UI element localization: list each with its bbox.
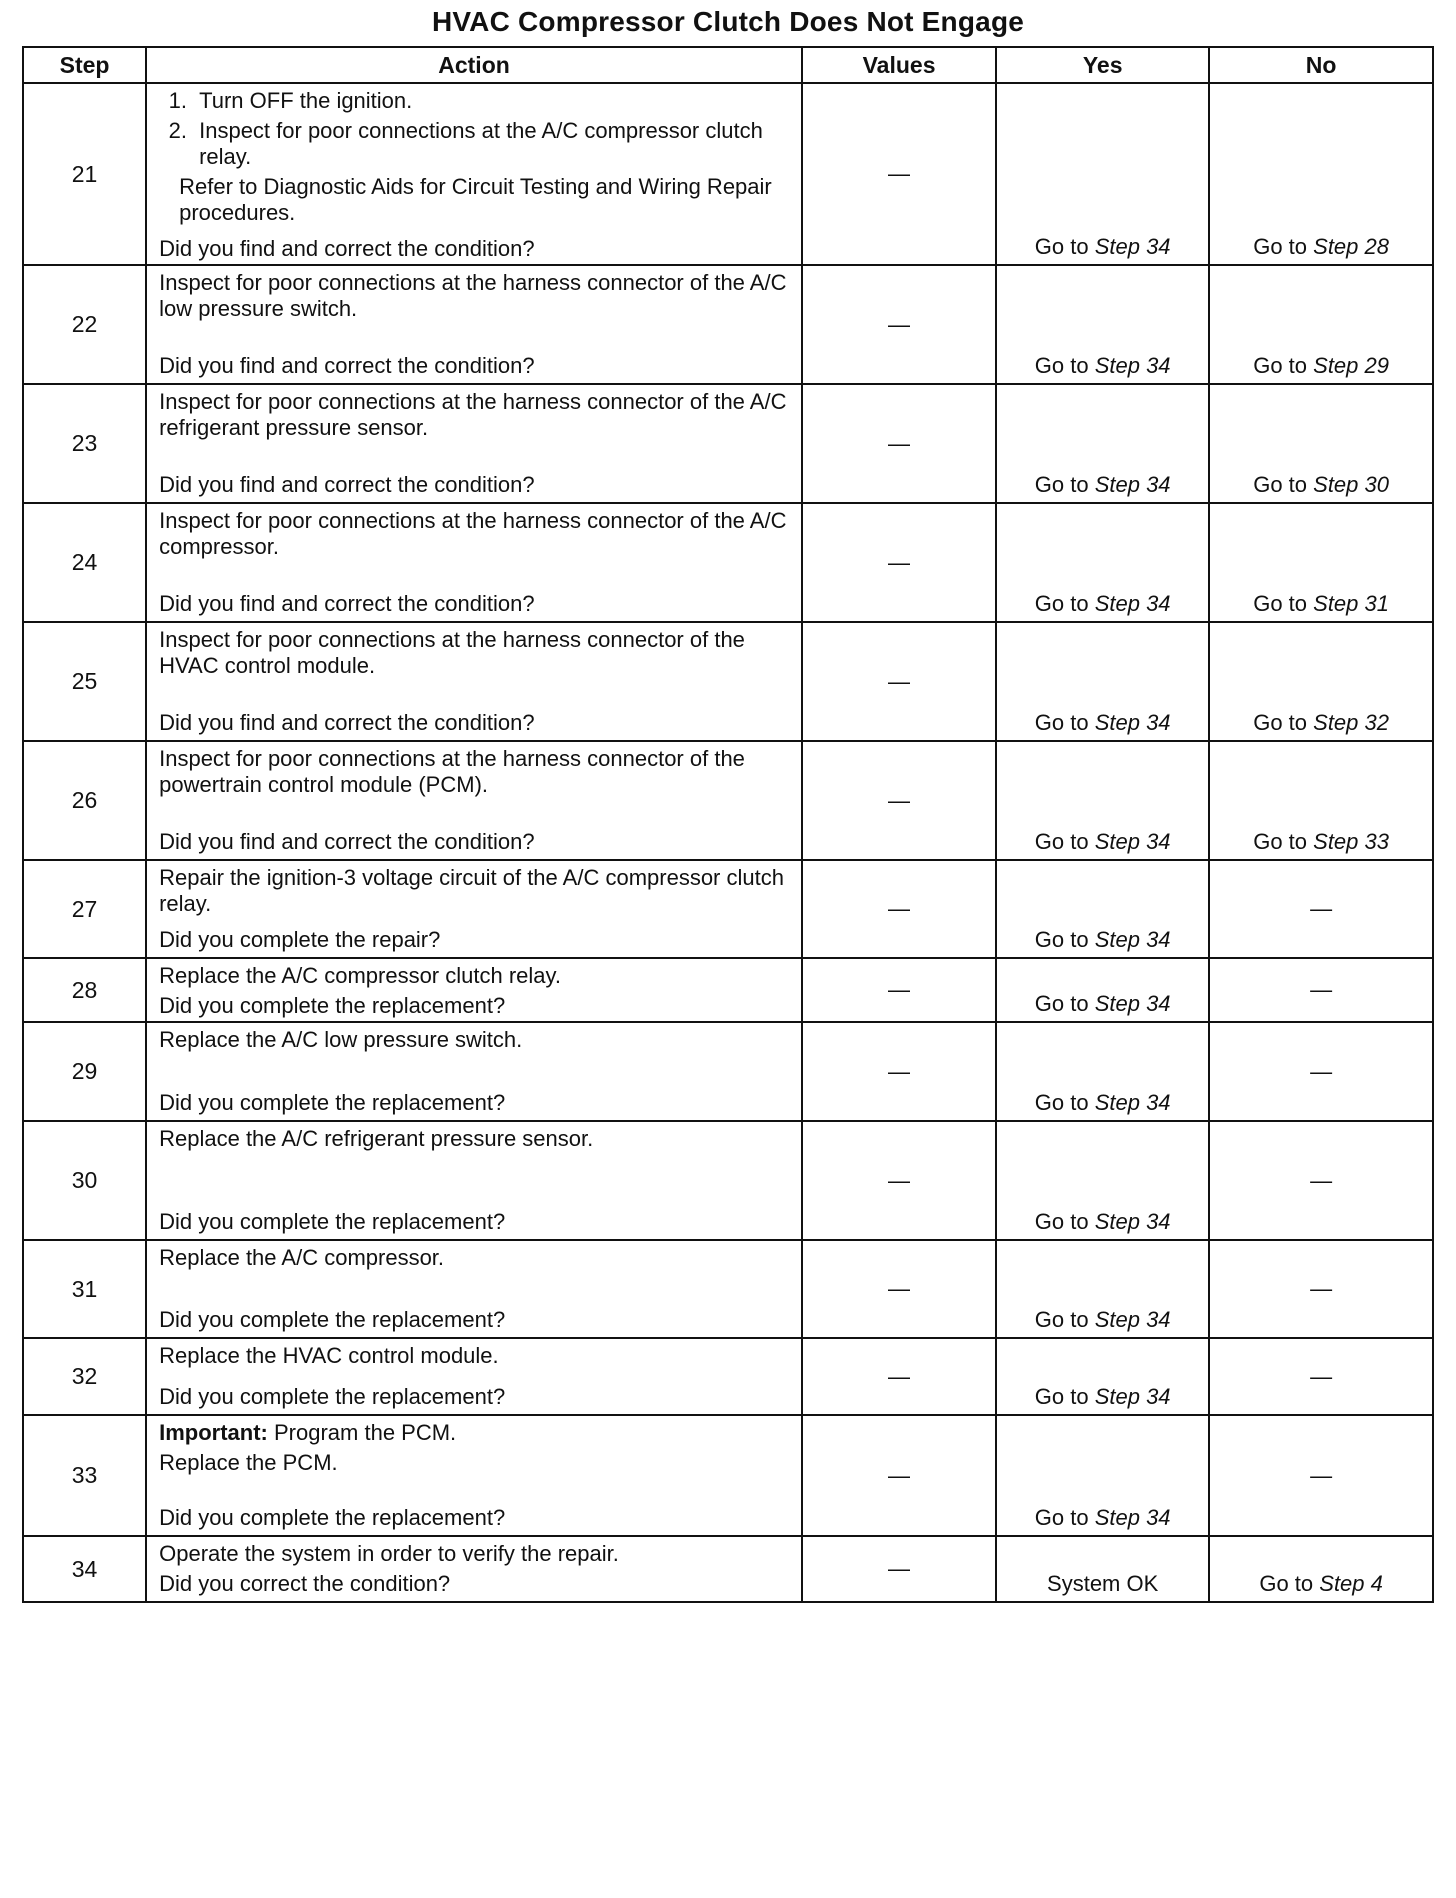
yes-prefix: Go to [1034, 1505, 1089, 1530]
values-cell: — [802, 622, 996, 741]
yes-prefix: Go to [1034, 710, 1089, 735]
action-question: Did you complete the replacement? [159, 993, 506, 1018]
yes-cell [996, 1415, 1209, 1536]
action-text: Replace the A/C compressor clutch relay. [159, 963, 561, 988]
action-text: Inspect for poor connections at the harness connector of the A/C low pressure switch. [159, 270, 787, 321]
action-cell [146, 622, 802, 741]
yes-prefix: Go to [1034, 991, 1089, 1016]
no-cell [1209, 741, 1433, 860]
yes-prefix: Go to [1034, 1090, 1089, 1115]
table-row [23, 503, 1433, 622]
no-step-link: Step 28 [1313, 234, 1389, 259]
no-prefix: Go to [1253, 472, 1308, 497]
no-cell: — [1209, 860, 1433, 958]
values-cell: — [802, 1415, 996, 1536]
yes-prefix: Go to [1034, 353, 1089, 378]
action-question: Did you complete the replacement? [159, 1384, 506, 1409]
values-cell: — [802, 1536, 996, 1602]
table-row [23, 1121, 1433, 1240]
yes-step-link: Step 34 [1094, 1307, 1171, 1332]
values-cell: — [802, 958, 996, 1022]
table-row [23, 860, 1433, 958]
yes-cell [996, 1240, 1209, 1338]
yes-cell [996, 384, 1209, 503]
action-text: Inspect for poor connections at the harness connector of the HVAC control module. [159, 627, 745, 678]
action-question: Did you find and correct the condition? [159, 353, 535, 378]
yes-cell [996, 622, 1209, 741]
action-text: Replace the HVAC control module. [159, 1343, 499, 1368]
no-cell [1209, 83, 1433, 265]
values-cell: — [802, 1338, 996, 1415]
no-cell [1209, 1536, 1433, 1602]
yes-step-link: Step 34 [1094, 472, 1171, 497]
table-row [23, 1536, 1433, 1602]
yes-step-link: Step 34 [1094, 991, 1171, 1016]
action-cell [146, 384, 802, 503]
yes-cell [996, 1338, 1209, 1415]
yes-step-link: Step 34 [1094, 829, 1171, 854]
action-cell [146, 1415, 802, 1536]
action-cell [146, 265, 802, 384]
yes-cell [996, 860, 1209, 958]
yes-cell [996, 503, 1209, 622]
table-row [23, 83, 1433, 265]
action-text: Replace the A/C low pressure switch. [159, 1027, 523, 1052]
step-number: 29 [23, 1022, 146, 1121]
table-row [23, 1415, 1433, 1536]
values-cell: — [802, 384, 996, 503]
values-cell: — [802, 265, 996, 384]
step-number: 33 [23, 1415, 146, 1536]
action-question: Did you find and correct the condition? [159, 591, 535, 616]
yes-cell [996, 1022, 1209, 1121]
values-cell: — [802, 1121, 996, 1240]
no-step-link: Step 32 [1313, 710, 1389, 735]
table-row [23, 741, 1433, 860]
step-number: 28 [23, 958, 146, 1022]
no-step-link: Step 31 [1313, 591, 1389, 616]
action-text: Inspect for poor connections at the harness connector of the powertrain control module (PCM). [159, 746, 745, 797]
yes-step-link: Step 34 [1094, 1090, 1171, 1115]
yes-cell [996, 958, 1209, 1022]
no-step-link: Step 33 [1313, 829, 1389, 854]
header-yes: Yes [996, 47, 1209, 83]
yes-prefix: Go to [1034, 829, 1089, 854]
step-number: 22 [23, 265, 146, 384]
action-question: Did you correct the condition? [159, 1571, 451, 1596]
yes-step-link: Step 34 [1094, 234, 1171, 259]
table-row [23, 384, 1433, 503]
header-no: No [1209, 47, 1433, 83]
no-prefix: Go to [1259, 1571, 1314, 1596]
action-cell [146, 83, 802, 265]
no-cell [1209, 622, 1433, 741]
yes-prefix: Go to [1034, 927, 1089, 952]
yes-prefix: Go to [1034, 234, 1089, 259]
important-text: Program the PCM. [274, 1420, 457, 1445]
action-text: Inspect for poor connections at the harness connector of the A/C refrigerant pressure sensor. [159, 389, 787, 440]
step-number: 23 [23, 384, 146, 503]
action-list-item: 1. Turn OFF the ignition. [193, 88, 793, 114]
no-prefix: Go to [1253, 829, 1308, 854]
action-text: Replace the PCM. [159, 1450, 338, 1475]
yes-step-link: Step 34 [1094, 927, 1171, 952]
yes-prefix: Go to [1034, 472, 1089, 497]
values-cell: — [802, 1022, 996, 1121]
important-note [159, 1420, 793, 1446]
important-label: Important: [159, 1420, 268, 1445]
yes-step-link: Step 34 [1094, 1505, 1171, 1530]
table-row [23, 622, 1433, 741]
action-cell [146, 1338, 802, 1415]
step-number: 32 [23, 1338, 146, 1415]
table-row [23, 1338, 1433, 1415]
action-question: Did you complete the replacement? [159, 1209, 506, 1234]
table-row [23, 265, 1433, 384]
action-text: Replace the A/C compressor. [159, 1245, 445, 1270]
yes-step-link: Step 34 [1094, 1384, 1171, 1409]
action-cell [146, 1536, 802, 1602]
action-question: Did you find and correct the condition? [159, 710, 535, 735]
no-prefix: Go to [1253, 353, 1308, 378]
step-number: 21 [23, 83, 146, 265]
no-cell [1209, 503, 1433, 622]
header-step: Step [23, 47, 146, 83]
no-cell [1209, 265, 1433, 384]
no-step-link: Step 29 [1313, 353, 1389, 378]
step-number: 34 [23, 1536, 146, 1602]
action-cell [146, 741, 802, 860]
no-cell: — [1209, 1338, 1433, 1415]
action-cell [146, 1121, 802, 1240]
no-cell: — [1209, 958, 1433, 1022]
table-row [23, 1022, 1433, 1121]
yes-cell: System OK [996, 1536, 1209, 1602]
action-question: Did you complete the replacement? [159, 1090, 506, 1115]
yes-step-link: Step 34 [1094, 591, 1171, 616]
action-text: Repair the ignition-3 voltage circuit of the A/C compressor clutch relay. [159, 865, 784, 916]
no-cell: — [1209, 1121, 1433, 1240]
step-number: 24 [23, 503, 146, 622]
yes-step-link: Step 34 [1094, 1209, 1171, 1234]
diagnostic-table [22, 46, 1434, 1603]
table-row [23, 1240, 1433, 1338]
header-values: Values [802, 47, 996, 83]
values-cell: — [802, 741, 996, 860]
header-action: Action [146, 47, 802, 83]
values-cell: — [802, 83, 996, 265]
action-cell [146, 958, 802, 1022]
page-title: HVAC Compressor Clutch Does Not Engage [431, 6, 1025, 37]
action-question: Did you find and correct the condition? [159, 472, 535, 497]
no-prefix: Go to [1253, 710, 1308, 735]
no-prefix: Go to [1253, 591, 1308, 616]
step-number: 31 [23, 1240, 146, 1338]
action-question: Did you find and correct the condition? [159, 236, 535, 261]
action-text: Inspect for poor connections at the harness connector of the A/C compressor. [159, 508, 787, 559]
no-cell: — [1209, 1022, 1433, 1121]
no-cell: — [1209, 1415, 1433, 1536]
step-number: 26 [23, 741, 146, 860]
values-cell: — [802, 503, 996, 622]
yes-prefix: Go to [1034, 1307, 1089, 1332]
action-question: Did you complete the replacement? [159, 1505, 506, 1530]
values-cell: — [802, 860, 996, 958]
yes-cell [996, 265, 1209, 384]
yes-prefix: Go to [1034, 1209, 1089, 1234]
yes-cell [996, 83, 1209, 265]
action-question: Did you complete the replacement? [159, 1307, 506, 1332]
yes-cell [996, 741, 1209, 860]
action-cell [146, 1022, 802, 1121]
no-step-link: Step 4 [1319, 1571, 1383, 1596]
yes-prefix: Go to [1034, 591, 1089, 616]
step-number: 25 [23, 622, 146, 741]
action-text: Replace the A/C refrigerant pressure sensor. [159, 1126, 594, 1151]
action-note: Refer to Diagnostic Aids for Circuit Testing and Wiring Repair procedures. [179, 174, 772, 225]
no-cell [1209, 384, 1433, 503]
yes-prefix: Go to [1034, 1384, 1089, 1409]
action-cell [146, 1240, 802, 1338]
action-text: Operate the system in order to verify the repair. [159, 1541, 619, 1566]
table-row [23, 958, 1433, 1022]
yes-cell [996, 1121, 1209, 1240]
yes-step-link: Step 34 [1094, 710, 1171, 735]
step-number: 27 [23, 860, 146, 958]
action-question: Did you complete the repair? [159, 927, 441, 952]
action-cell [146, 503, 802, 622]
no-step-link: Step 30 [1313, 472, 1389, 497]
step-number: 30 [23, 1121, 146, 1240]
action-cell [146, 860, 802, 958]
no-prefix: Go to [1253, 234, 1308, 259]
action-question: Did you find and correct the condition? [159, 829, 535, 854]
table-header-row [23, 47, 1433, 83]
yes-step-link: Step 34 [1094, 353, 1171, 378]
action-list-item: 2. Inspect for poor connections at the A/C compressor clutch relay. [193, 118, 793, 170]
values-cell: — [802, 1240, 996, 1338]
no-cell: — [1209, 1240, 1433, 1338]
